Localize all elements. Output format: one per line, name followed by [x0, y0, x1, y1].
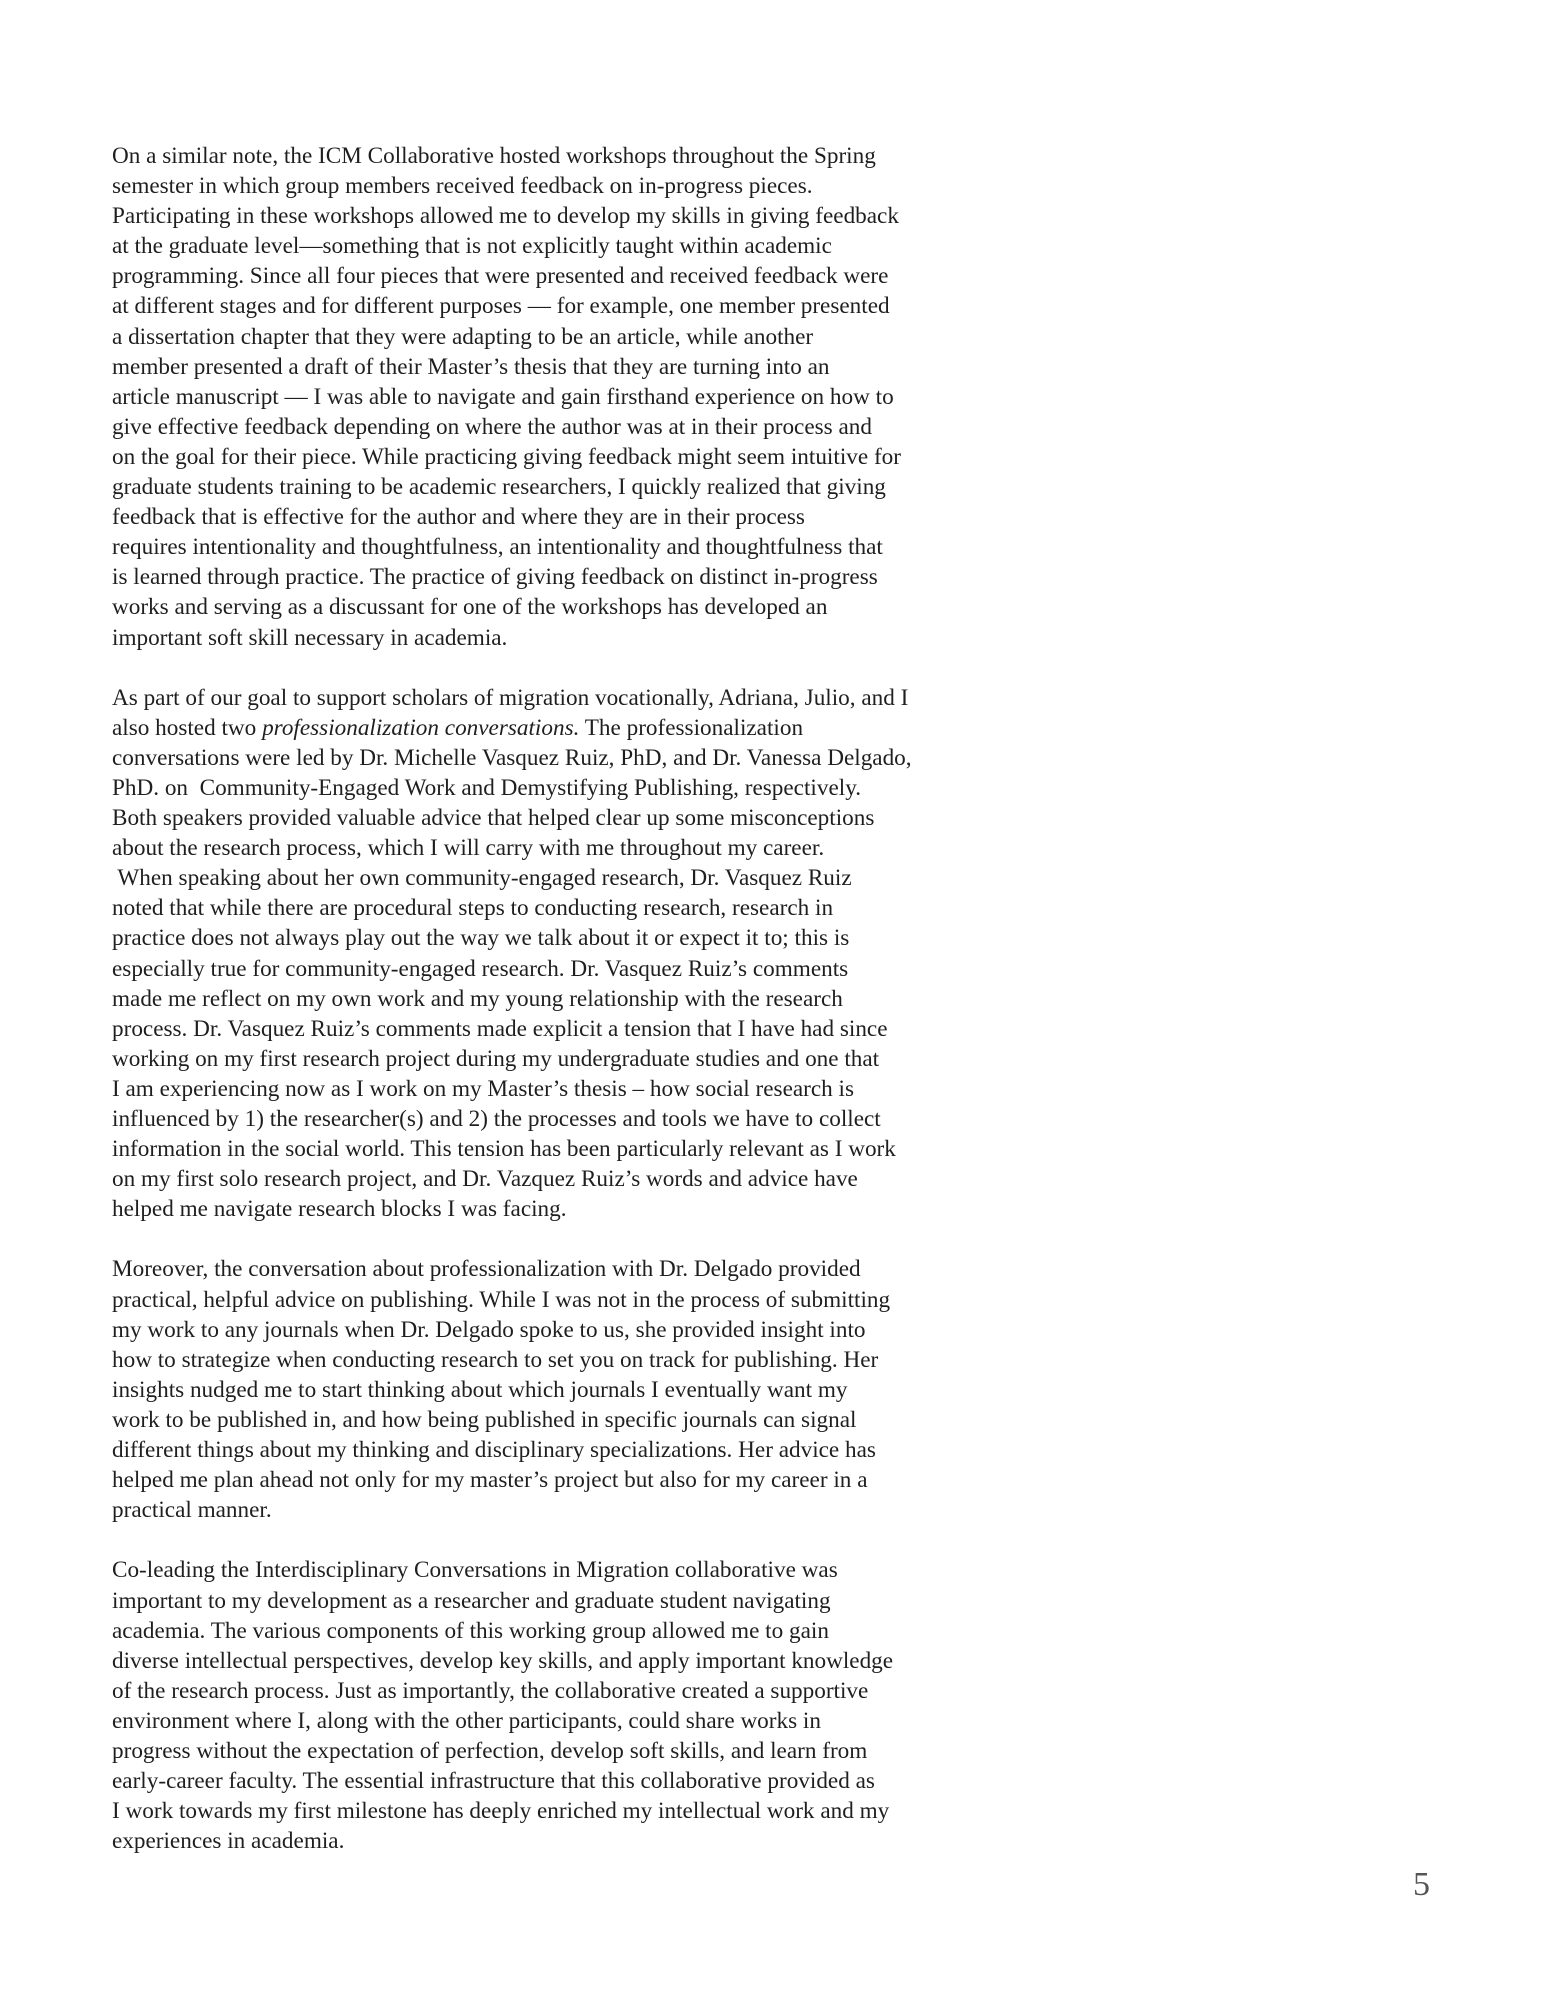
text-line: practical manner. — [112, 1497, 272, 1524]
text-line: working on my first research project during my undergraduate studies and one that — [112, 1045, 880, 1072]
text-line: practice does not always play out the way we talk about it or expect it to; this is — [112, 925, 850, 952]
text-line: works and serving as a discussant for one of the workshops has developed an — [112, 594, 828, 621]
text-line: helped me navigate research blocks I was facing. — [112, 1196, 567, 1223]
paragraph-workshops — [112, 141, 1012, 653]
text-line: different things about my thinking and disciplinary specializations. Her advice has — [112, 1437, 876, 1464]
text-line: especially true for community-engaged research. Dr. Vasquez Ruiz’s comments — [112, 955, 849, 982]
text-line: at the graduate level—something that is not explicitly taught within academic — [112, 233, 832, 260]
text-line: Both speakers provided valuable advice that helped clear up some misconceptions — [112, 805, 875, 832]
text-line: graduate students training to be academic researchers, I quickly realized that giving — [112, 474, 886, 501]
text-line: When speaking about her own community-engaged research, Dr. Vasquez Ruiz — [112, 865, 852, 892]
text-line: environment where I, along with the other participants, could share works in — [112, 1707, 821, 1734]
text-line: requires intentionality and thoughtfulness, an intentionality and thoughtfulness that — [112, 534, 883, 561]
text-line: As part of our goal to support scholars of migration vocationally, Adriana, Julio, and I — [112, 684, 909, 711]
text-line: how to strategize when conducting research to set you on track for publishing. Her — [112, 1346, 879, 1373]
text-line: I am experiencing now as I work on my Master’s thesis – how social research is — [112, 1075, 855, 1102]
text-line: of the research process. Just as importantly, the collaborative created a supportive — [112, 1677, 869, 1704]
text-line: influenced by 1) the researcher(s) and 2) the processes and tools we have to collect — [112, 1106, 881, 1132]
text-line: information in the social world. This tension has been particularly relevant as I work — [112, 1136, 896, 1163]
text-segment: also hosted two — [112, 714, 263, 741]
text-line: is learned through practice. The practice of giving feedback on distinct in-progress — [112, 564, 878, 591]
text-line: early-career faculty. The essential infrastructure that this collaborative provided as — [112, 1768, 875, 1795]
text-line: process. Dr. Vasquez Ruiz’s comments made explicit a tension that I have had since — [112, 1015, 888, 1042]
paragraph-conclusion — [112, 1555, 1012, 1856]
text-line: progress without the expectation of perfection, develop soft skills, and learn from — [112, 1737, 868, 1764]
text-line: helped me plan ahead not only for my master’s project but also for my career in a — [112, 1467, 868, 1494]
text-line: made me reflect on my own work and my young relationship with the research — [112, 985, 843, 1012]
text-line: conversations were led by Dr. Michelle Vasquez Ruiz, PhD, and Dr. Vanessa Delgado, — [112, 744, 912, 771]
text-line: semester in which group members received feedback on in-progress pieces. — [112, 173, 813, 200]
page-number: 5 — [1413, 1866, 1430, 1903]
text-line: article manuscript — I was able to navigate and gain firsthand experience on how to — [112, 383, 894, 410]
text-line: my work to any journals when Dr. Delgado spoke to us, she provided insight into — [112, 1316, 866, 1343]
text-line: On a similar note, the ICM Collaborative hosted workshops throughout the Spring — [112, 143, 876, 169]
text-line: work to be published in, and how being published in specific journals can signal — [112, 1406, 857, 1433]
text-segment: The professionalization — [579, 714, 804, 741]
paragraph-publishing — [112, 1254, 1012, 1525]
text-line: on the goal for their piece. While practicing giving feedback might seem intuitive for — [112, 443, 901, 470]
text-line: I work towards my first milestone has deeply enriched my intellectual work and my — [112, 1798, 890, 1825]
text-line: programming. Since all four pieces that were presented and received feedback were — [112, 263, 889, 290]
text-line: a dissertation chapter that they were adapting to be an article, while another — [112, 323, 814, 350]
text-line: about the research process, which I will carry with me throughout my career. — [112, 835, 825, 862]
text-line: noted that while there are procedural steps to conducting research, research in — [112, 895, 834, 922]
text-line — [112, 713, 1012, 743]
text-line: Participating in these workshops allowed me to develop my skills in giving feedback — [112, 203, 899, 230]
text-line: important to my development as a researcher and graduate student navigating — [112, 1587, 831, 1614]
text-line: academia. The various components of this working group allowed me to gain — [112, 1617, 829, 1644]
text-line: feedback that is effective for the author and where they are in their process — [112, 504, 805, 531]
text-line: member presented a draft of their Master’s thesis that they are turning into an — [112, 353, 830, 380]
text-line: at different stages and for different purposes — for example, one member presented — [112, 293, 890, 320]
text-line: practical, helpful advice on publishing. While I was not in the process of submitting — [112, 1286, 891, 1313]
text-line: Moreover, the conversation about professionalization with Dr. Delgado provided — [112, 1256, 861, 1283]
body-text — [112, 141, 1012, 1886]
paragraph-professionalization — [112, 683, 1012, 1225]
text-line: experiences in academia. — [112, 1828, 345, 1855]
text-line: diverse intellectual perspectives, develop key skills, and apply important knowledge — [112, 1647, 894, 1674]
text-line: important soft skill necessary in academia. — [112, 624, 508, 651]
text-line: give effective feedback depending on where the author was at in their process and — [112, 413, 872, 440]
italic-term: professionalization conversations. — [262, 714, 580, 741]
text-line: on my first solo research project, and Dr. Vazquez Ruiz’s words and advice have — [112, 1166, 858, 1193]
text-line: PhD. on Community-Engaged Work and Demystifying Publishing, respectively. — [112, 774, 862, 801]
text-line: Co-leading the Interdisciplinary Conversations in Migration collaborative was — [112, 1557, 838, 1584]
text-line: insights nudged me to start thinking about which journals I eventually want my — [112, 1376, 848, 1403]
